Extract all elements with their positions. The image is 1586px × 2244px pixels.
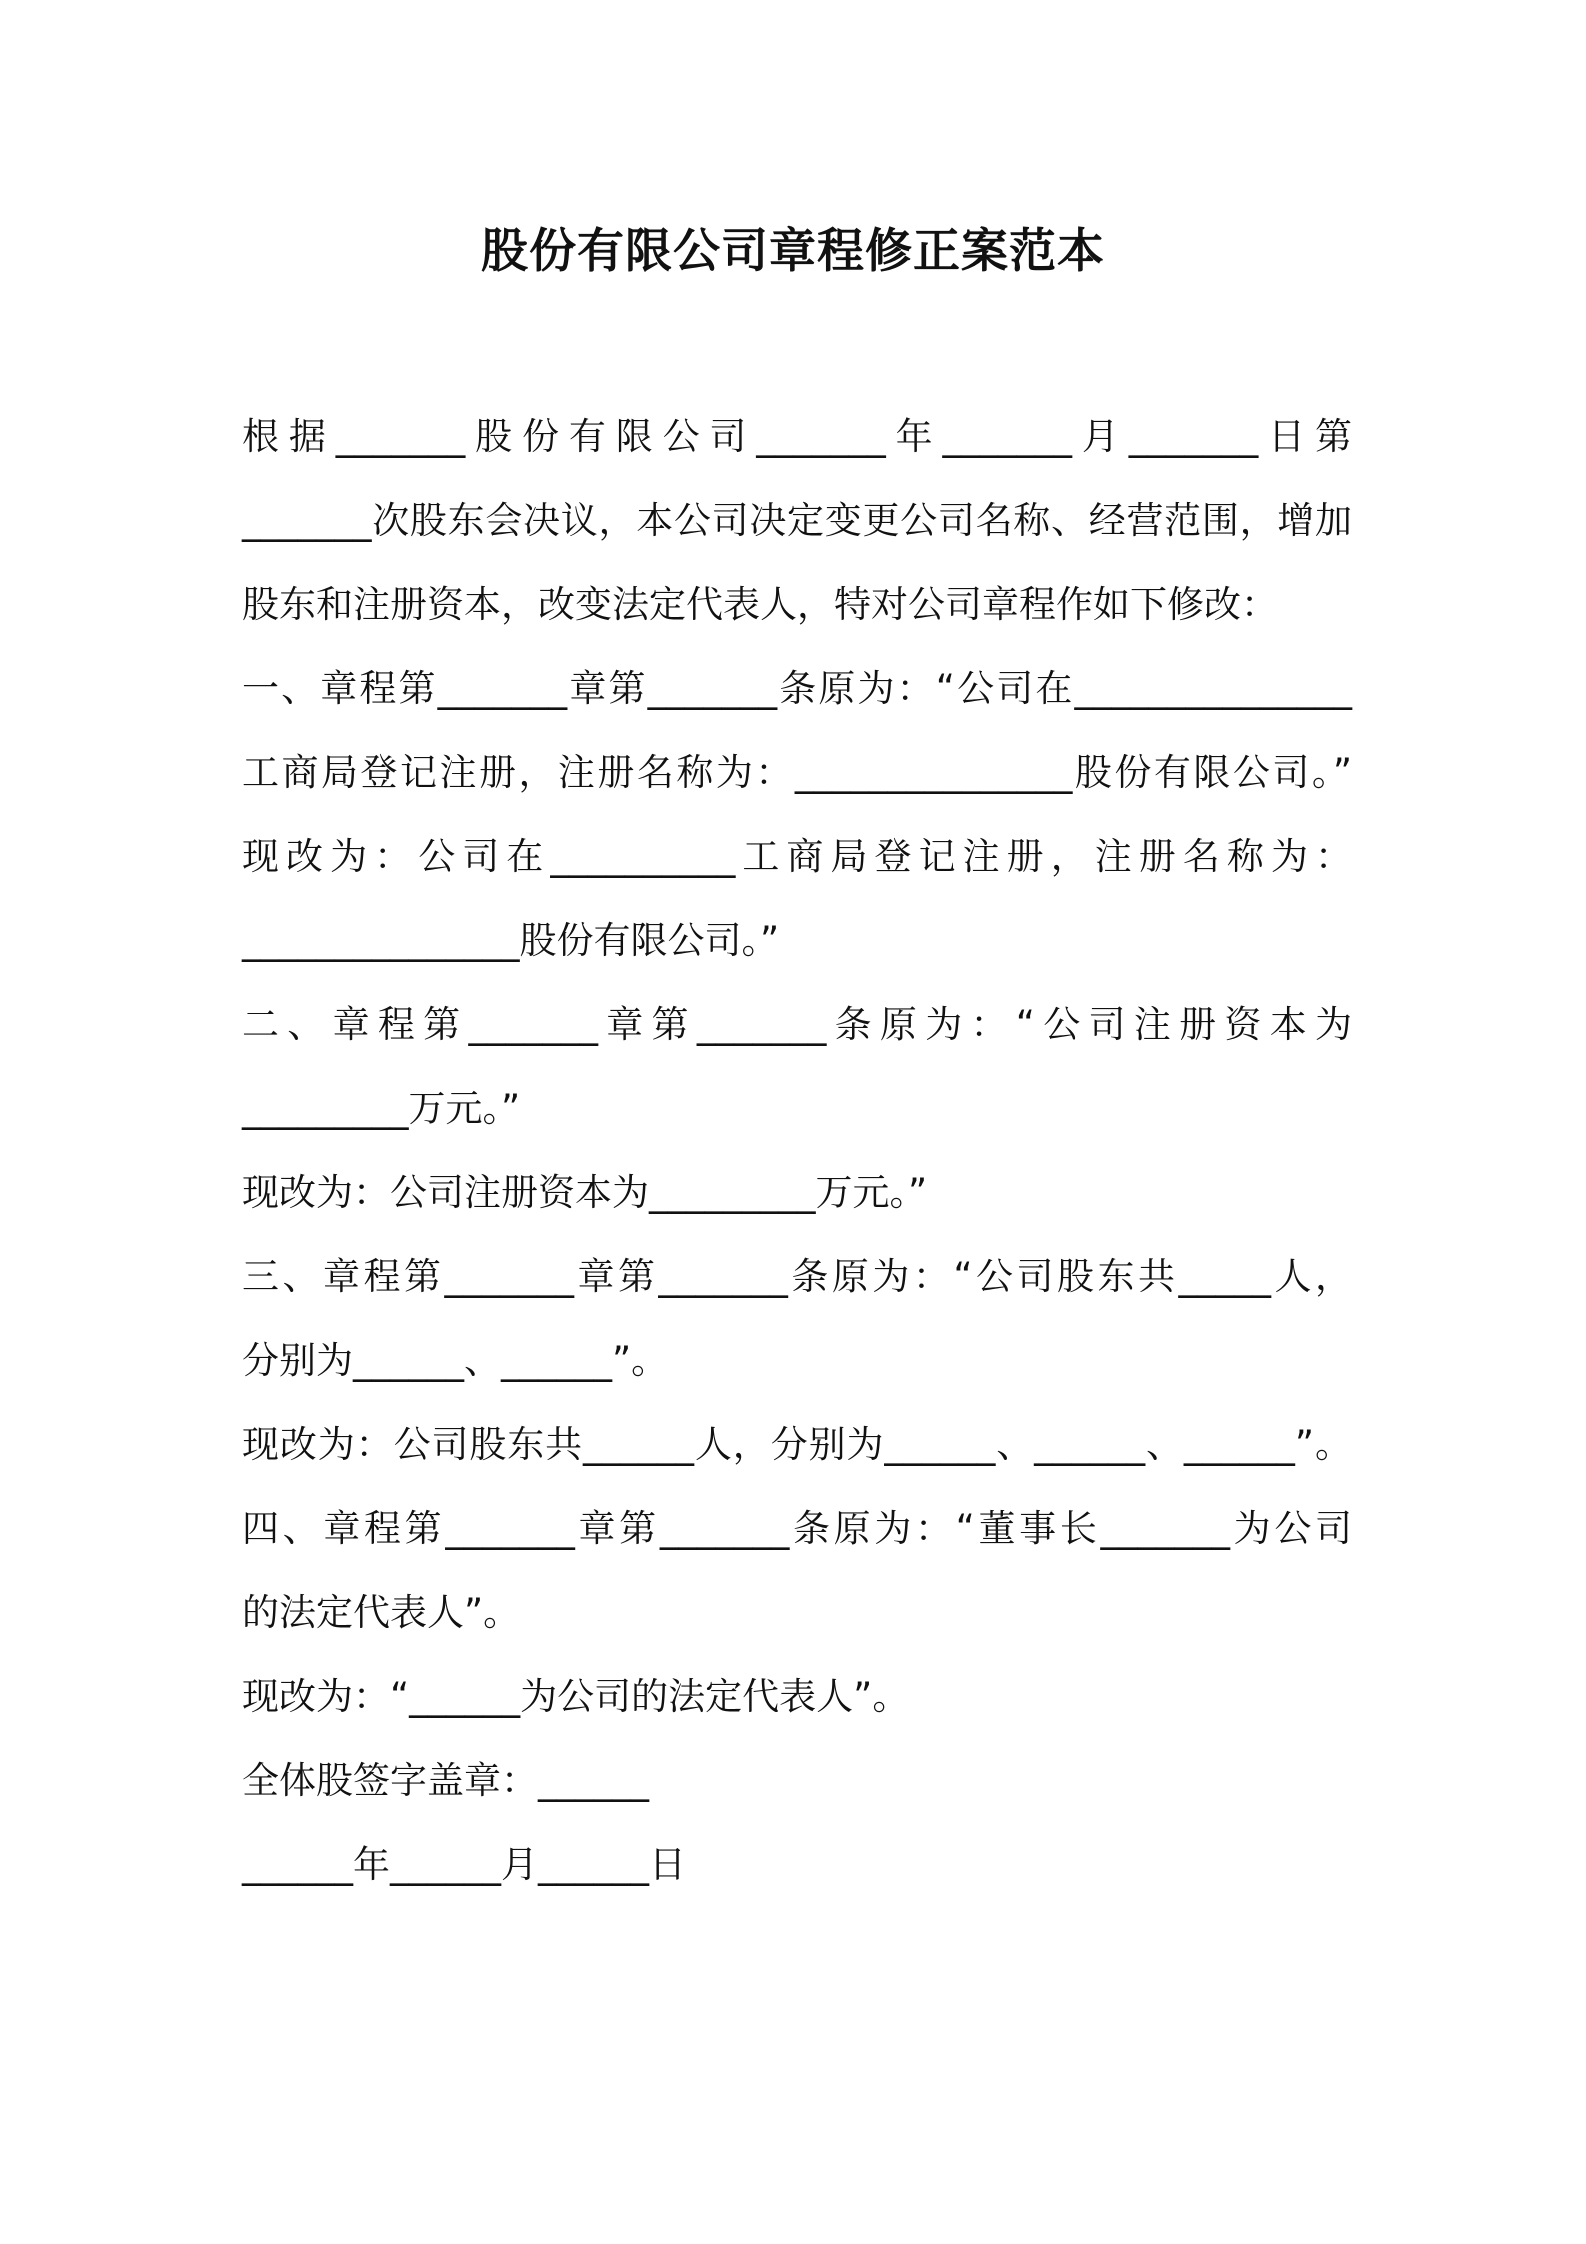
clause-four-original-line-2: 的法定代表人”。 — [242, 1591, 521, 1634]
paragraph-line-3: 股东和注册资本，改变法定代表人，特对公司章程作如下修改： — [242, 583, 1278, 626]
clause-four-original-line-1: 四、章程第_______章第_______条原为：“董事长_______为公司 — [242, 1507, 1352, 1550]
date-line: ______年______月______日 — [242, 1843, 686, 1886]
clause-two-original-line-2: _________万元。” — [242, 1087, 521, 1130]
clause-one-amended-line-1: 现改为：公司在__________工商局登记注册，注册名称为： — [242, 835, 1352, 878]
paragraph-line-1: 根据_______股份有限公司_______年_______月_______日第 — [242, 415, 1352, 458]
clause-four-amended: 现改为：“______为公司的法定代表人”。 — [242, 1675, 910, 1718]
signature-line: 全体股签字盖章：______ — [242, 1759, 649, 1802]
clause-one-original-line-1: 一、章程第_______章第_______条原为：“公司在_______________ — [242, 667, 1352, 710]
paragraph-line-2: _______次股东会决议，本公司决定变更公司名称、经营范围，增加 — [242, 499, 1352, 542]
clause-three-original-line-2: 分别为______、______”。 — [242, 1339, 669, 1382]
clause-one-original-line-2: 工商局登记注册，注册名称为：_______________股份有限公司。” — [242, 751, 1352, 794]
clause-two-original-line-1: 二、章程第_______章第_______条原为：“公司注册资本为 — [242, 1003, 1352, 1046]
clause-two-amended: 现改为：公司注册资本为_________万元。” — [242, 1171, 928, 1214]
document-title: 股份有限公司章程修正案范本 — [481, 224, 1105, 279]
clause-three-original-line-1: 三、章程第_______章第_______条原为：“公司股东共_____人， — [242, 1255, 1352, 1298]
clause-one-amended-line-2: _______________股份有限公司。” — [242, 919, 780, 962]
clause-three-amended: 现改为：公司股东共______人，分别为______、______、______”。 — [242, 1423, 1352, 1466]
